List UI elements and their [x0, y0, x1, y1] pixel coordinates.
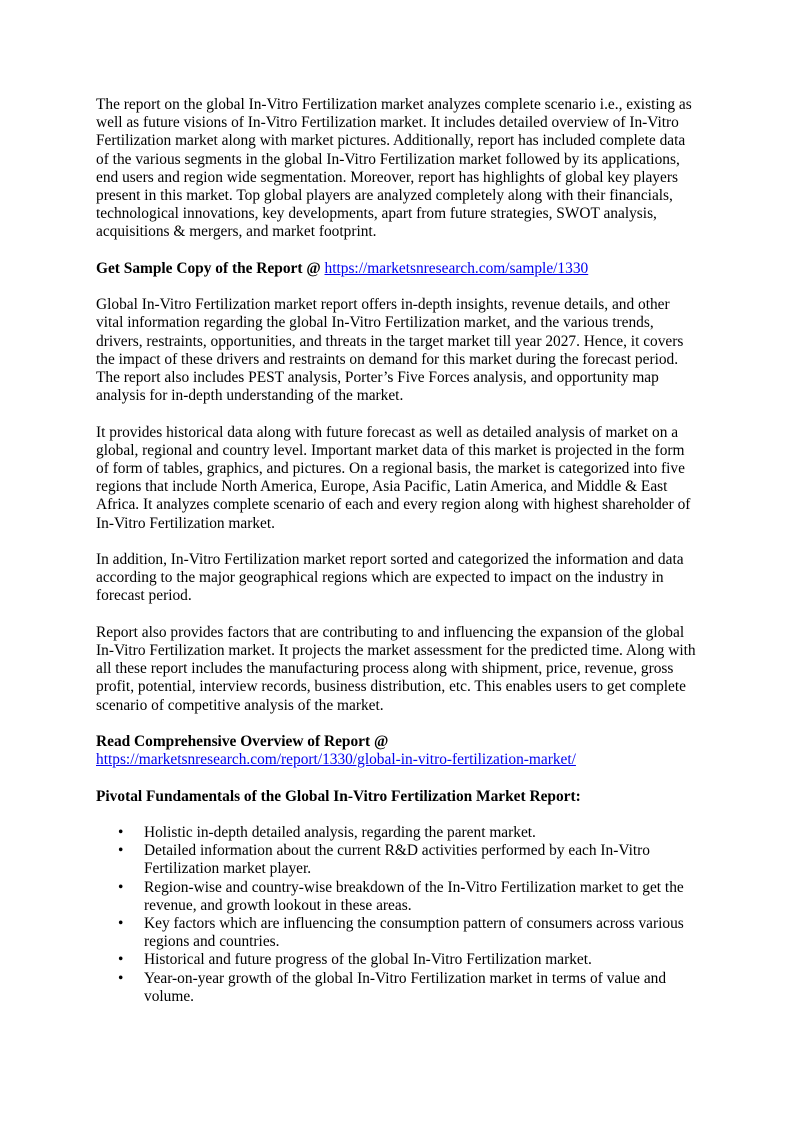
bullet-icon: • [118, 824, 124, 841]
overview-label: Read Comprehensive Overview of Report @ [96, 733, 389, 751]
overview-line [96, 733, 700, 769]
list-item [96, 915, 700, 951]
fundamentals-list [96, 824, 700, 1006]
categorization-paragraph: In addition, In-Vitro Fertilization market report sorted and categorized the information and data according to the major geographical regions which are expected to impact on the industry in forecast period. [96, 551, 684, 605]
list-item [96, 824, 700, 842]
list-item [96, 842, 700, 878]
bullet-icon: • [118, 915, 124, 933]
list-item [96, 879, 700, 915]
insights-paragraph: Global In-Vitro Fertilization market report offers in-depth insights, revenue details, and other vital information regarding the global In-Vitro Fertilization market, and the various trends, drivers, restraints, opportunities, and threats in the target market till year 2027. Hence, it covers the impact of these drivers and restraints on demand for this market during the forecast period. The report also includes PEST analysis, Porter’s Five Forces analysis, and opportunity map analysis for in-depth understanding of the market. [96, 296, 684, 405]
list-item-text: Year-on-year growth of the global In-Vitro Fertilization market in terms of value and volume. [144, 969, 667, 1005]
bullet-icon: • [118, 951, 124, 969]
list-item-text: Detailed information about the current R&D activities performed by each In-Vitro Fertilization market player. [144, 842, 650, 878]
list-item-text: Holistic in-depth detailed analysis, regarding the parent market. [144, 824, 536, 841]
sample-copy-link[interactable]: https://marketsnresearch.com/sample/1330 [324, 259, 589, 277]
list-item-text: Key factors which are influencing the consumption pattern of consumers across various regions and countries. [144, 915, 684, 951]
list-item-text: Region-wise and country-wise breakdown of the In-Vitro Fertilization market to get the revenue, and growth lookout in these areas. [144, 878, 684, 914]
bullet-icon: • [118, 842, 124, 860]
overview-link[interactable]: https://marketsnresearch.com/report/1330/global-in-vitro-fertilization-market/ [96, 751, 576, 769]
sample-copy-label: Get Sample Copy of the Report @ [96, 259, 321, 277]
bullet-icon: • [118, 969, 124, 987]
document-page [96, 96, 700, 1006]
list-item [96, 951, 700, 969]
regional-paragraph: It provides historical data along with future forecast as well as detailed analysis of market on a global, regional and country level. Important market data of this market is projected in the form of form of tables, graphics, and pictures. On a regional basis, the market is categorized into five regions that include North America, Europe, Asia Pacific, Latin America, and Middle & East Africa. It analyzes complete scenario of each and every region along with highest shareholder of In-Vitro Fertilization market. [96, 423, 691, 532]
intro-paragraph: The report on the global In-Vitro Fertilization market analyzes complete scenario i.e., existing as well as future visions of In-Vitro Fertilization market. It includes detailed overview of In-Vitro Fertilization market along with market pictures. Additionally, report has included complete data of the various segments in the global In-Vitro Fertilization market followed by its applications, end users and region wide segmentation. Moreover, report has highlights of global key players present in this market. Top global players are analyzed completely along with their financials, technological innovations, key developments, apart from future strategies, SWOT analysis, acquisitions & mergers, and market footprint. [96, 96, 692, 241]
list-item-text: Historical and future progress of the global In-Vitro Fertilization market. [144, 951, 592, 969]
fundamentals-heading: Pivotal Fundamentals of the Global In-Vitro Fertilization Market Report: [96, 787, 581, 805]
factors-paragraph: Report also provides factors that are contributing to and influencing the expansion of the global In-Vitro Fertilization market. It projects the market assessment for the predicted time. Along with all these report includes the manufacturing process along with shipment, price, revenue, gross profit, potential, interview records, business distribution, etc. This enables users to get complete scenario of competitive analysis of the market. [96, 623, 696, 714]
list-item [96, 970, 700, 1006]
bullet-icon: • [118, 878, 124, 896]
sample-copy-line [96, 260, 700, 278]
